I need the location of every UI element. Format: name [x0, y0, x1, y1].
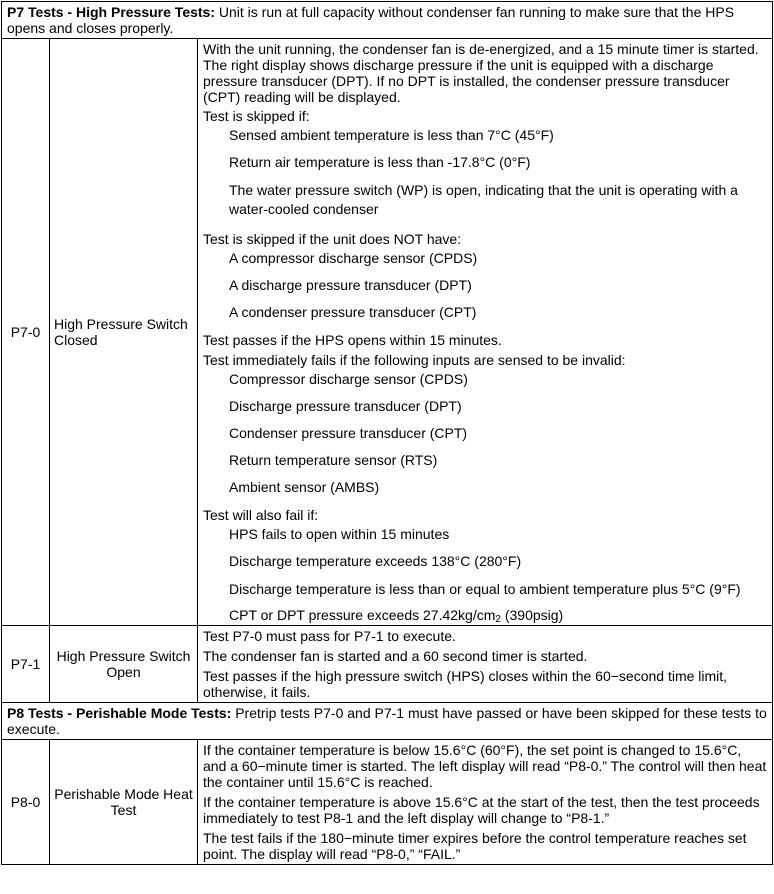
- p7-0-skip-if-item: Sensed ambient temperature is less than 7°C (45°F): [229, 127, 554, 143]
- p7-0-skip-if-item: Return air temperature is less than -17.8°C (0°F): [229, 154, 531, 170]
- p7-section-header-row: [2, 2, 773, 39]
- p7-0-pressure-fail-item: [229, 607, 767, 623]
- p7-header-title: P7 Tests - High Pressure Tests:: [7, 4, 215, 20]
- p7-0-also-fail-item: Discharge temperature is less than or equal to ambient temperature plus 5°C (9°F): [229, 581, 741, 597]
- p8-section-header-row: [2, 703, 773, 740]
- test-description-p7-1: [198, 626, 773, 703]
- p7-0-skip-not-item: A compressor discharge sensor (CPDS): [229, 250, 478, 266]
- test-description-p7-0: [198, 39, 773, 626]
- p7-0-pressure-fail-text: CPT or DPT pressure exceeds 27.42kg/cm: [229, 607, 496, 623]
- p8-section-header: [2, 703, 773, 740]
- test-code-p7-1: P7-1: [2, 626, 50, 703]
- test-row-p7-1: [2, 626, 773, 703]
- p7-1-line: Test passes if the high pressure switch (HPS) closes within the 60−second time limit, otherwise, it fails.: [203, 668, 728, 700]
- p7-0-intro: With the unit running, the condenser fan is de-energized, and a 15 minute timer is started. The right display shows discharge pressure if the unit is equipped with a discharge pressure transducer (DPT). If no DPT is installed, the condenser pressure transducer (CPT) reading will be displayed.: [203, 41, 759, 105]
- p8-header-text: Pretrip tests P7-0 and P7-1 must have passed or have been skipped for these tests to execute.: [7, 705, 767, 737]
- p7-0-skip-not-item: A discharge pressure transducer (DPT): [229, 277, 472, 293]
- test-description-p8-0: [198, 740, 773, 865]
- p8-header-title: P8 Tests - Perishable Mode Tests:: [7, 705, 232, 721]
- p7-0-immediate-fail-item: Return temperature sensor (RTS): [229, 452, 438, 468]
- p7-0-immediate-fail-item: Discharge pressure transducer (DPT): [229, 398, 462, 414]
- p7-1-line: The condenser fan is started and a 60 second timer is started.: [203, 648, 588, 664]
- p7-0-also-fail-label: Test will also fail if:: [203, 507, 319, 523]
- p7-0-pass-criteria: Test passes if the HPS opens within 15 minutes.: [203, 332, 502, 348]
- p7-0-also-fail-item: HPS fails to open within 15 minutes: [229, 526, 450, 542]
- p7-0-immediate-fail-item: Ambient sensor (AMBS): [229, 479, 380, 495]
- p7-0-skip-not-item: A condenser pressure transducer (CPT): [229, 304, 477, 320]
- p7-header-text: Unit is run at full capacity without condenser fan running to make sure that the HPS opens and closes properly.: [7, 4, 735, 36]
- p7-0-also-fail-item: Discharge temperature exceeds 138°C (280°F): [229, 553, 522, 569]
- p8-0-line: If the container temperature is above 15.6°C at the start of the test, then the test proceeds immediately to test P8-1 and the left display will change to “P8-1.”: [203, 794, 760, 826]
- p7-0-skip-if-item: The water pressure switch (WP) is open, indicating that the unit is operating with a water-cooled condenser: [229, 182, 738, 217]
- p8-0-line: The test fails if the 180−minute timer expires before the control temperature reaches set point. The display will read “P8-0,” “FAIL.”: [203, 830, 747, 862]
- test-name-p8-0: Perishable Mode Heat Test: [50, 740, 198, 865]
- p7-0-immediate-fail-item: Condenser pressure transducer (CPT): [229, 425, 468, 441]
- p7-0-pressure-fail-unit: (390psig): [500, 607, 564, 623]
- test-row-p7-0: [2, 39, 773, 626]
- p7-section-header: [2, 2, 773, 39]
- p7-1-line: Test P7-0 must pass for P7-1 to execute.: [203, 628, 456, 644]
- pretrip-test-table-page: [1, 1, 772, 892]
- p8-0-line: If the container temperature is below 15.6°C (60°F), the set point is changed to 15.6°C, and a 60−minute timer is started. The left display will read “P8-0.” The control will then heat the container until 15.6°C is reached.: [203, 742, 767, 790]
- test-code-p8-0: P8-0: [2, 740, 50, 865]
- test-row-p8-0: [2, 740, 773, 865]
- test-name-p7-1: High Pressure Switch Open: [50, 626, 198, 703]
- p7-0-immediate-fail-item: Compressor discharge sensor (CPDS): [229, 371, 468, 387]
- p7-0-pressure-fail-subscript: 2: [495, 614, 501, 625]
- p7-0-skip-not-label: Test is skipped if the unit does NOT have:: [203, 231, 462, 247]
- test-code-p7-0: P7-0: [2, 39, 50, 626]
- pretrip-test-table: [1, 1, 773, 865]
- p7-0-skip-if-label: Test is skipped if:: [203, 108, 310, 124]
- p7-0-immediate-fail-label: Test immediately fails if the following inputs are sensed to be invalid:: [203, 352, 626, 368]
- test-name-p7-0: High Pressure Switch Closed: [50, 39, 198, 626]
